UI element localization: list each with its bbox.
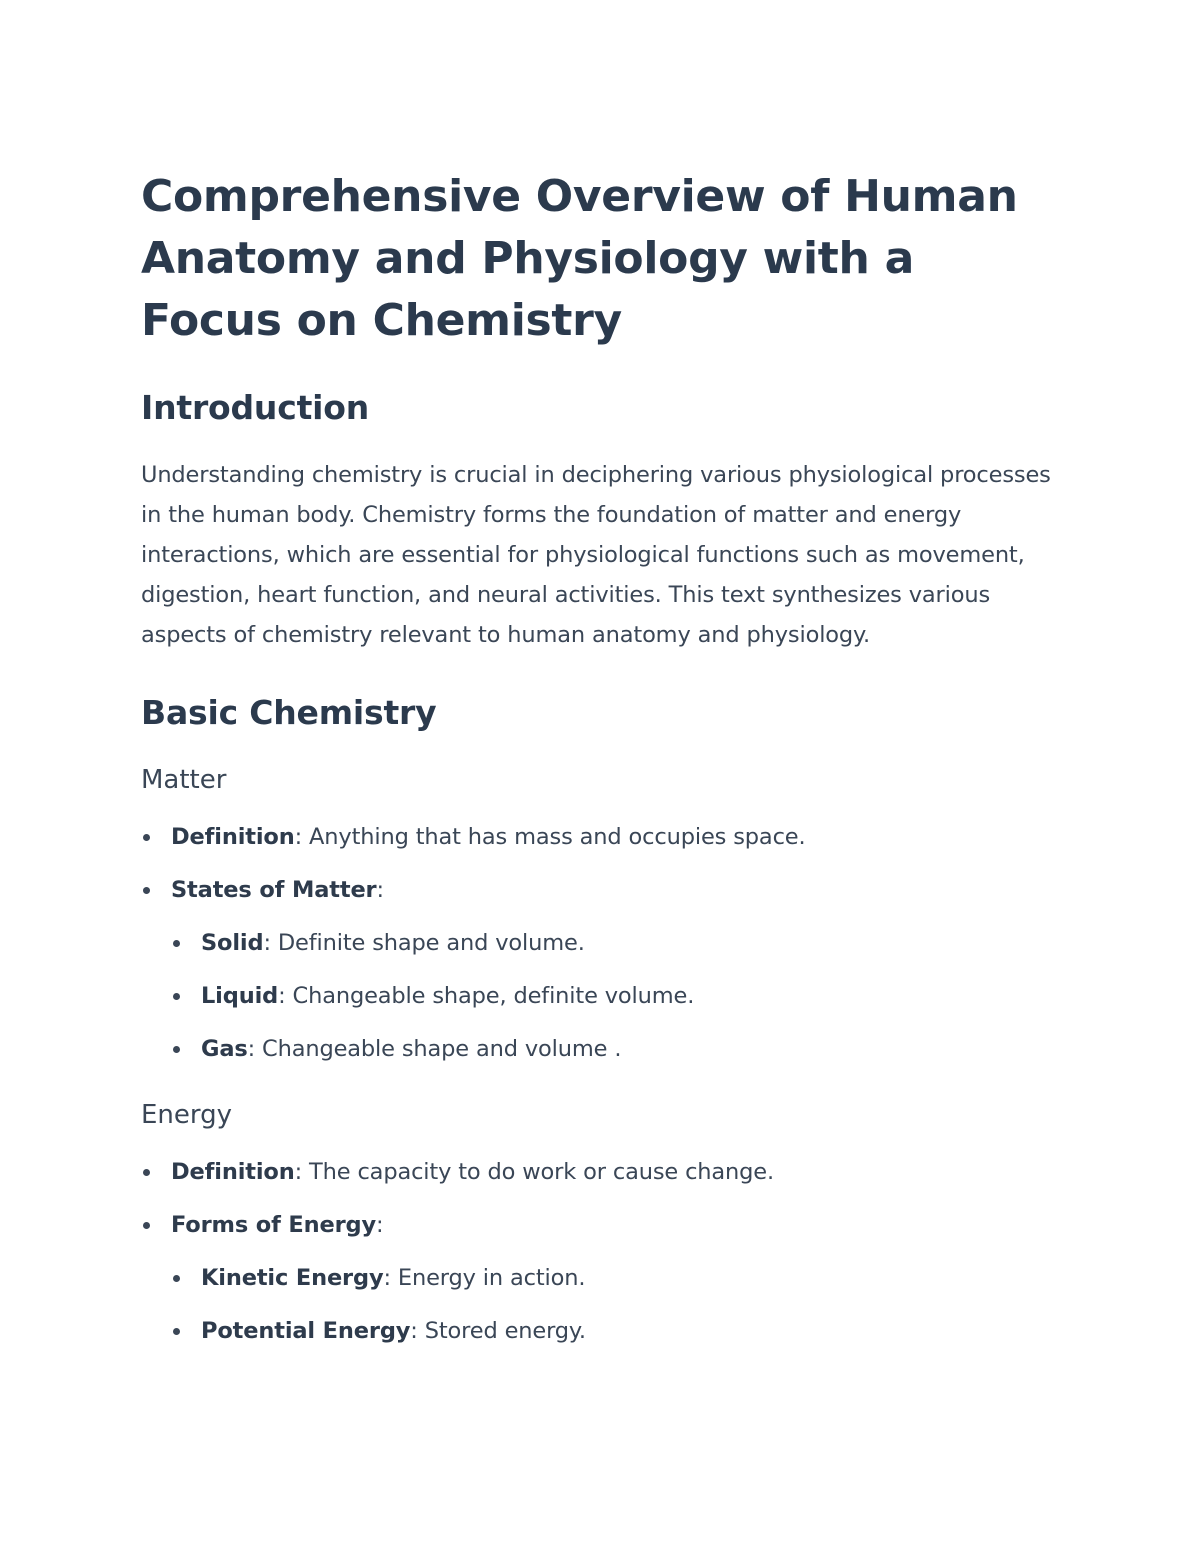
bullet-icon <box>143 1222 150 1229</box>
bullet-icon <box>143 834 150 841</box>
solid-term: Solid <box>201 930 264 956</box>
list-item <box>141 874 1051 1066</box>
list-item <box>171 927 1051 960</box>
potential-energy-term: Potential Energy <box>201 1318 411 1344</box>
energy-list <box>141 1156 1051 1348</box>
liquid-term: Liquid <box>201 983 279 1009</box>
definition-text: : Anything that has mass and occupies space. <box>294 824 806 850</box>
document-title: Comprehensive Overview of Human Anatomy and Physiology with a Focus on Chemistry <box>141 171 1018 346</box>
list-item <box>141 1156 1051 1189</box>
bullet-icon <box>143 1169 150 1176</box>
introduction-heading: Introduction <box>141 388 370 427</box>
forms-of-energy-term: Forms of Energy <box>171 1212 377 1238</box>
definition-text: : The capacity to do work or cause change. <box>294 1159 774 1185</box>
list-item <box>171 1262 1051 1295</box>
bullet-icon <box>173 1046 180 1053</box>
introduction-paragraph: Understanding chemistry is crucial in deciphering various physiological processes in the human body. Chemistry forms the foundation of matter and energy interactions, which are essential for physiological functions such as movement, digestion, heart function, and neural activities. This text synthesizes various aspects of chemistry relevant to human anatomy and physiology. <box>141 462 1051 648</box>
kinetic-energy-text: : Energy in action. <box>383 1265 586 1291</box>
forms-of-energy-suffix: : <box>376 1212 384 1238</box>
states-of-matter-suffix: : <box>376 877 384 903</box>
energy-heading: Energy <box>141 1100 233 1130</box>
list-item <box>171 980 1051 1013</box>
list-item <box>171 1033 1051 1066</box>
forms-of-energy-list <box>171 1262 1051 1348</box>
bullet-icon <box>173 1328 180 1335</box>
definition-term: Definition <box>171 824 295 850</box>
matter-list <box>141 821 1051 1066</box>
states-of-matter-term: States of Matter <box>171 877 377 903</box>
bullet-icon <box>173 940 180 947</box>
document-content <box>141 166 1051 1368</box>
kinetic-energy-term: Kinetic Energy <box>201 1265 384 1291</box>
matter-heading: Matter <box>141 765 227 795</box>
list-item <box>141 1209 1051 1348</box>
potential-energy-text: : Stored energy. <box>410 1318 586 1344</box>
bullet-icon <box>173 993 180 1000</box>
list-item <box>141 821 1051 854</box>
states-of-matter-list <box>171 927 1051 1066</box>
liquid-text: : Changeable shape, definite volume. <box>278 983 695 1009</box>
definition-term: Definition <box>171 1159 295 1185</box>
gas-term: Gas <box>201 1036 248 1062</box>
solid-text: : Definite shape and volume. <box>263 930 585 956</box>
bullet-icon <box>143 887 150 894</box>
basic-chemistry-heading: Basic Chemistry <box>141 693 437 732</box>
list-item <box>171 1315 1051 1348</box>
gas-text: : Changeable shape and volume . <box>247 1036 622 1062</box>
bullet-icon <box>173 1275 180 1282</box>
